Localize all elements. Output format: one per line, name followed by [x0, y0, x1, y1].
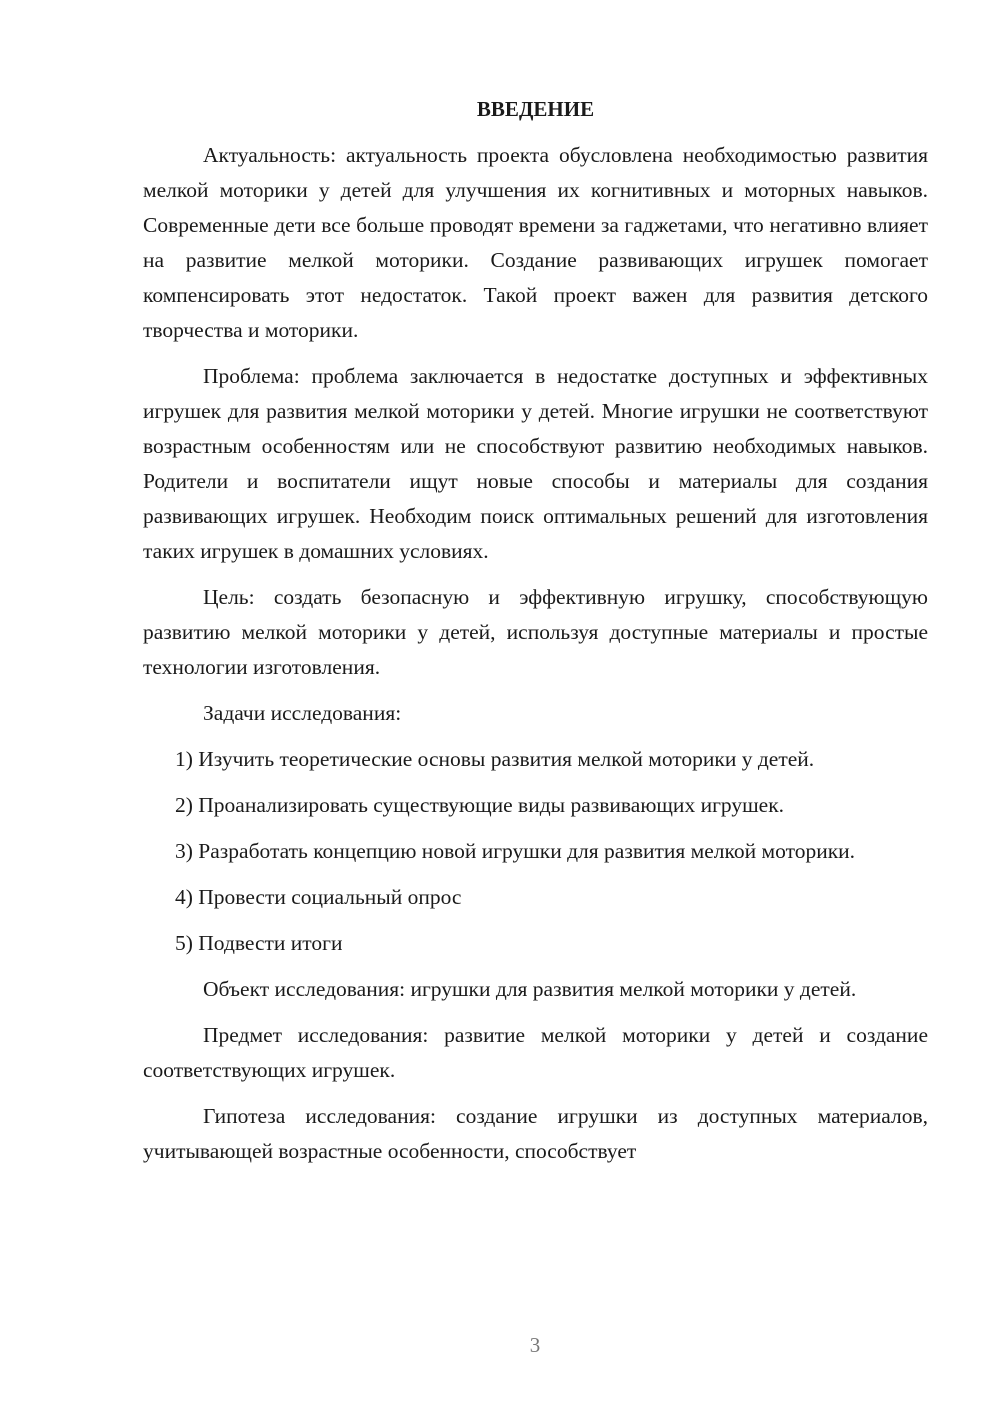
problem-paragraph: Проблема: проблема заключается в недостатке доступных и эффективных игрушек для развития мелкой моторики у детей. Многие игрушки не соответствуют возрастным особенностям или не способствуют развитию необходимых навыков. Родители и воспитатели ищут новые способы и материалы для создания развивающих игрушек. Необходим поиск оптимальных решений для изготовления таких игрушек в домашних условиях. [143, 364, 928, 563]
relevance-paragraph: Актуальность: актуальность проекта обусловлена необходимостью развития мелкой моторики у детей для улучшения их когнитивных и моторных навыков. Современные дети все больше проводят времени за гаджетами, что негативно влияет на развитие мелкой моторики. Создание развивающих игрушек помогает компенсировать этот недостаток. Такой проект важен для развития детского творчества и моторики. [143, 143, 928, 342]
page-number: 3 [529, 1333, 541, 1357]
task-item-5: 5) Подвести итоги [175, 931, 343, 955]
subject-paragraph: Предмет исследования: развитие мелкой моторики у детей и создание соответствующих игрушек. [143, 1023, 928, 1082]
document-page [143, 92, 928, 1180]
hypothesis-paragraph: Гипотеза исследования: создание игрушки из доступных материалов, учитывающей возрастные особенности, способствует [143, 1104, 928, 1163]
task-item-2: 2) Проанализировать существующие виды развивающих игрушек. [175, 793, 785, 817]
page-title: ВВЕДЕНИЕ [476, 97, 595, 121]
tasks-heading: Задачи исследования: [203, 701, 402, 725]
task-item-1: 1) Изучить теоретические основы развития мелкой моторики у детей. [175, 747, 815, 771]
task-item-3: 3) Разработать концепцию новой игрушки для развития мелкой моторики. [175, 839, 856, 863]
object-paragraph: Объект исследования: игрушки для развития мелкой моторики у детей. [203, 977, 857, 1001]
goal-paragraph: Цель: создать безопасную и эффективную игрушку, способствующую развитию мелкой моторики у детей, используя доступные материалы и простые технологии изготовления. [143, 585, 928, 679]
task-item-4: 4) Провести социальный опрос [175, 885, 462, 909]
